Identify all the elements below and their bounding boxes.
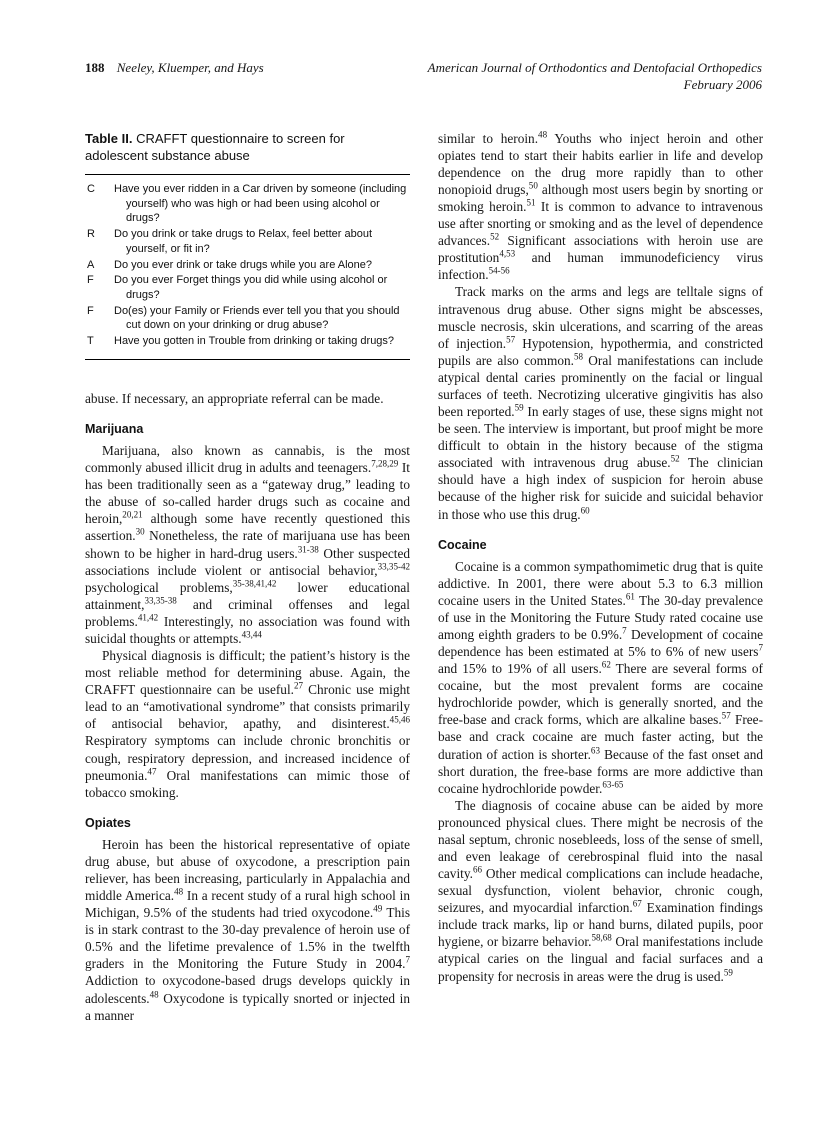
running-authors: Neeley, Kluemper, and Hays (116, 60, 264, 75)
table-row-question: Do(es) your Family or Friends ever tell you that you should cut down on your drinking or drug abuse? (114, 304, 400, 332)
table-row-letter: F (87, 274, 94, 287)
table-row-letter: A (87, 258, 95, 271)
table-row-question: Have you ever ridden in a Car driven by someone (including yourself) who was high or had been using alcohol or drugs? (114, 182, 407, 225)
two-column-body (85, 130, 762, 1024)
section-heading-cocaine: Cocaine (438, 537, 487, 552)
running-head-left (85, 60, 264, 77)
table-row-question: Do you drink or take drugs to Relax, feel better about yourself, or fit in? (114, 228, 373, 255)
journal-title: American Journal of Orthodontics and Dentofacial Orthopedics (427, 60, 762, 75)
paragraph-opiates-continued: similar to heroin.$^{48}$ Youths who inject heroin and other opiates tend to start their habits earlier in life and develop dependence on the drug more rapidly than to other nonopioid drugs,$^{50}$ although most users begin by snorting or smoking heroin.$^{51}$ It is common to advance to intravenous use after snorting or smoking and as the level of dependence advances.$^{52}$ Significant associations with heroin use are prostitution$^{4,53}$ and human immunodeficiency virus infection.$^{54-56}$ (438, 129, 763, 283)
journal-issue-date: February 2006 (683, 76, 762, 92)
table-row (87, 182, 410, 226)
paragraph-opiates: Heroin has been the historical representative of opiate drug abuse, but abuse of oxycodone, a prescription pain reliever, has been increasing, particularly in Appalachia and middle America.$^{48}$ In a recent study of a rural high school in Michigan, 9.5% of the students had tried oxycodone.$^{49}$ This is in stark contrast to the 30-day prevalence of heroin use of 0.5% and the lifetime prevalence of 1.5% in the twelfth graders in the Monitoring the Future Study in 2004.$^7$ Addiction to oxycodone-based drugs develops quickly in adolescents.$^{48}$ Oxycodone is typically snorted or injected in a manner (85, 836, 411, 1023)
table-2-body (85, 174, 410, 360)
page-number: 188 (85, 60, 105, 75)
section-heading-opiates: Opiates (85, 815, 131, 830)
left-column (85, 130, 410, 1024)
paragraph-marijuana-2: Physical diagnosis is difficult; the patient’s history is the most reliable method for determining abuse. Again, the CRAFFT questionnaire can be useful.$^{27}$ Chronic use might lead to an “amotivational syndrome” that consists primarily of antisocial behavior, apathy, and disinterest.$^{45,46}$ Respiratory symptoms can include chronic bronchitis or cough, respiratory depression, and increased incidence of pneumonia.$^{47}$ Oral manifestations can mimic those of tobacco smoking. (85, 648, 410, 800)
right-column (438, 130, 763, 1024)
paragraph-cocaine-1: Cocaine is a common sympathomimetic drug that is quite addictive. In 2001, there were about 5.3 to 6.3 million cocaine users in the United States.$^{61}$ The 30-day prevalence of use in the Monitoring the Future Study rated cocaine use among eighth graders to be 0.9%.$^7$ Development of cocaine dependence has been estimated at 5% to 6% of new users$^7$ and 15% to 19% of all users.$^{62}$ There are several forms of cocaine, but the most prevalent forms are cocaine hydrochloride powder, which is generally snorted, and the free-base and crack forms, which are alkaline bases.$^{57}$ Free-base and crack cocaine are much faster acting, but the duration of action is shorter.$^{63}$ Because of the fast onset and short duration, the free-base forms are more addictive than cocaine hydrochloride powder.$^{63-65}$ (438, 558, 764, 796)
table-row-letter: T (87, 335, 94, 348)
running-head-right (428, 60, 762, 94)
paragraph-track-marks: Track marks on the arms and legs are telltale signs of intravenous drug abuse. Other signs might be abscesses, muscle necrosis, skin ulcerations, and scarring of the areas of injection.$^{57}$ Hypotension, hypothermia, and constricted pupils are also common.$^{58}$ Oral manifestations can include atypical dental caries prominently on the facial or lingual surfaces of teeth. Necrotizing ulcerative gingivitis has also been reported.$^{59}$ In early stages of use, these signs might not be seen. The interview is important, but proof might be more difficult to obtain in the history because of the stigma associated with intravenous drug abuse.$^{52}$ The clinician should have a high index of suspicion for heroin abuse because of the higher risk for suicide and suicidal behavior in those who use this drug.$^{60}$ (438, 284, 763, 522)
table-row-question: Do you ever drink or take drugs while you are Alone? (114, 258, 373, 271)
table-row-letter: F (87, 304, 94, 317)
table-row-letter: R (87, 228, 95, 241)
table-row (87, 227, 410, 256)
table-row (87, 258, 410, 273)
table-row (87, 334, 410, 349)
paragraph-cocaine-2: The diagnosis of cocaine abuse can be aided by more pronounced physical clues. There might be necrosis of the nasal septum, chronic nosebleeds, loss of the sense of smell, and even leakage of cerebrospinal fluid into the nasal cavity.$^{66}$ Other medical complications can include headache, sexual dysfunction, violent behavior, chronic cough, seizures, and myocardial infarction.$^{67}$ Examination findings include track marks, lip or hand burns, dilated pupils, poor hygiene, or bizarre behavior.$^{58,68}$ Oral manifestations include atypical caries on the lingual and facial surfaces and a propensity for necrosis in areas were the drug is used.$^{59}$ (438, 797, 763, 984)
table-2-caption (85, 130, 410, 165)
table-row-letter: C (87, 182, 95, 195)
table-row-question: Have you gotten in Trouble from drinking or taking drugs? (114, 335, 395, 348)
section-heading-marijuana: Marijuana (85, 422, 144, 437)
table-2-label: Table II. (85, 130, 133, 146)
running-head (85, 60, 762, 94)
paragraph-marijuana-1: Marijuana, also known as cannabis, is the most commonly abused illicit drug in adults and teenagers.$^{7,28,29}$ It has been traditionally seen as a “gateway drug,” leading to the abuse of so-called harder drugs such as cocaine and heroin,$^{20,21}$ although some have recently questioned this assertion.$^{30}$ Nonetheless, the rate of marijuana use has been shown to be higher in hard-drug users.$^{31-38}$ Other suspected associations include violent or antisocial behavior,$^{33,35-42}$ psychological problems,$^{35-38,41,42}$ lower educational attainment,$^{33,35-38}$ and criminal offenses and legal problems.$^{41,42}$ Interestingly, no association was found with suicidal thoughts or attempts.$^{43,44}$ (85, 443, 411, 646)
table-row-question: Do you ever Forget things you did while using alcohol or drugs? (114, 274, 388, 302)
table-2-caption-text: CRAFFT questionnaire to screen for adolescent substance abuse (85, 130, 345, 164)
table-2-block (85, 130, 410, 360)
table-row (87, 304, 410, 333)
paragraph-continuation: abuse. If necessary, an appropriate referral can be made. (85, 390, 384, 406)
table-row (87, 273, 410, 302)
